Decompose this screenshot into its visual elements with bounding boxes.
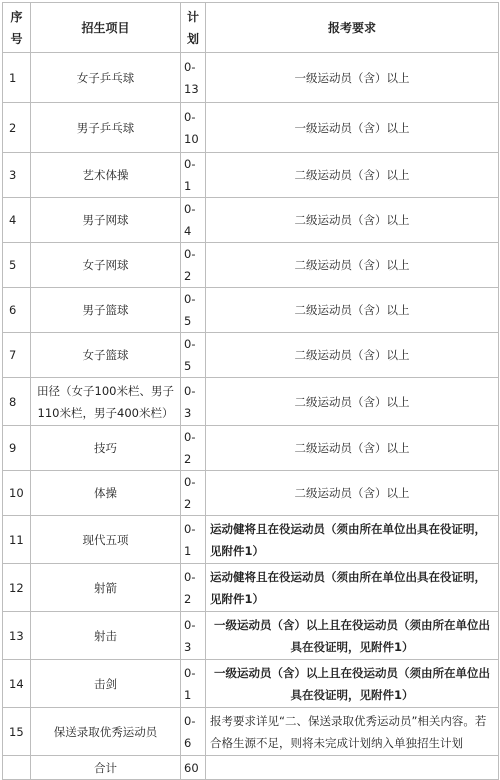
row-req-cell: 二级运动员（含）以上 — [206, 198, 499, 243]
row-plan-cell: 0-2 — [181, 426, 206, 471]
row-plan-cell: 0-6 — [181, 708, 206, 756]
row-seq-cell: 13 — [3, 612, 31, 660]
table-row — [3, 243, 499, 288]
row-req-cell: 运动健将且在役运动员（须由所在单位出具在役证明，见附件1） — [206, 564, 499, 612]
row-item-cell: 男子乒乓球 — [31, 103, 181, 153]
row-seq-cell: 8 — [3, 378, 31, 426]
table-row — [3, 153, 499, 198]
header-item: 招生项目 — [31, 3, 181, 53]
row-item-cell: 体操 — [31, 471, 181, 516]
row-item-cell: 女子网球 — [31, 243, 181, 288]
row-plan-cell: 0-4 — [181, 198, 206, 243]
row-seq-cell: 5 — [3, 243, 31, 288]
row-seq-cell: 15 — [3, 708, 31, 756]
table-row — [3, 333, 499, 378]
row-plan-cell: 0-1 — [181, 516, 206, 564]
table-row — [3, 660, 499, 708]
row-plan-cell: 0-2 — [181, 564, 206, 612]
row-req-cell: 二级运动员（含）以上 — [206, 288, 499, 333]
table-row — [3, 708, 499, 756]
row-seq-cell: 9 — [3, 426, 31, 471]
table-row — [3, 426, 499, 471]
row-seq-cell: 1 — [3, 53, 31, 103]
table-row — [3, 516, 499, 564]
row-item-cell: 艺术体操 — [31, 153, 181, 198]
row-req-cell: 二级运动员（含）以上 — [206, 243, 499, 288]
header-seq: 序号 — [3, 3, 31, 53]
row-item-cell: 男子网球 — [31, 198, 181, 243]
row-req-cell: 二级运动员（含）以上 — [206, 153, 499, 198]
row-item-cell: 田径（女子100米栏、男子110米栏，男子400米栏） — [31, 378, 181, 426]
row-item-cell: 女子篮球 — [31, 333, 181, 378]
row-seq-cell: 7 — [3, 333, 31, 378]
table-row — [3, 288, 499, 333]
row-req-cell: 二级运动员（含）以上 — [206, 426, 499, 471]
row-req-cell: 运动健将且在役运动员（须由所在单位出具在役证明，见附件1） — [206, 516, 499, 564]
enrollment-plan-table — [2, 2, 499, 780]
table-body — [3, 53, 499, 780]
table-header-row — [3, 3, 499, 53]
row-seq-cell: 11 — [3, 516, 31, 564]
row-req-cell: 二级运动员（含）以上 — [206, 378, 499, 426]
row-plan-cell: 0-2 — [181, 243, 206, 288]
row-plan-cell: 60 — [181, 756, 206, 780]
row-seq-cell: 14 — [3, 660, 31, 708]
row-plan-cell: 0-1 — [181, 153, 206, 198]
table-row — [3, 612, 499, 660]
table-row — [3, 198, 499, 243]
row-req-cell: 一级运动员（含）以上且在役运动员（须由所在单位出具在役证明，见附件1） — [206, 660, 499, 708]
row-req-cell: 报考要求详见“二、保送录取优秀运动员”相关内容。若合格生源不足，则将未完成计划纳入单独招生计划 — [206, 708, 499, 756]
header-req: 报考要求 — [206, 3, 499, 53]
row-item-cell: 现代五项 — [31, 516, 181, 564]
row-item-cell: 女子乒乓球 — [31, 53, 181, 103]
row-item-cell: 射击 — [31, 612, 181, 660]
row-req-cell: 一级运动员（含）以上 — [206, 103, 499, 153]
row-plan-cell: 0-1 — [181, 660, 206, 708]
row-item-cell: 男子篮球 — [31, 288, 181, 333]
row-item-cell: 合计 — [31, 756, 181, 780]
row-seq-cell: 12 — [3, 564, 31, 612]
row-item-cell: 射箭 — [31, 564, 181, 612]
row-req-cell — [206, 756, 499, 780]
row-plan-cell: 0-5 — [181, 288, 206, 333]
row-req-cell: 二级运动员（含）以上 — [206, 471, 499, 516]
row-seq-cell: 3 — [3, 153, 31, 198]
table-row — [3, 378, 499, 426]
row-item-cell: 击剑 — [31, 660, 181, 708]
row-seq-cell: 2 — [3, 103, 31, 153]
header-plan: 计划 — [181, 3, 206, 53]
table-row — [3, 103, 499, 153]
row-plan-cell: 0-2 — [181, 471, 206, 516]
row-item-cell: 保送录取优秀运动员 — [31, 708, 181, 756]
table-row — [3, 471, 499, 516]
row-req-cell: 二级运动员（含）以上 — [206, 333, 499, 378]
table-row — [3, 564, 499, 612]
row-plan-cell: 0-5 — [181, 333, 206, 378]
row-item-cell: 技巧 — [31, 426, 181, 471]
row-seq-cell: 10 — [3, 471, 31, 516]
row-seq-cell — [3, 756, 31, 780]
table-row — [3, 53, 499, 103]
row-seq-cell: 4 — [3, 198, 31, 243]
row-plan-cell: 0-10 — [181, 103, 206, 153]
row-seq-cell: 6 — [3, 288, 31, 333]
row-plan-cell: 0-13 — [181, 53, 206, 103]
row-req-cell: 一级运动员（含）以上 — [206, 53, 499, 103]
row-plan-cell: 0-3 — [181, 612, 206, 660]
row-plan-cell: 0-3 — [181, 378, 206, 426]
row-req-cell: 一级运动员（含）以上且在役运动员（须由所在单位出具在役证明，见附件1） — [206, 612, 499, 660]
table-row — [3, 756, 499, 780]
